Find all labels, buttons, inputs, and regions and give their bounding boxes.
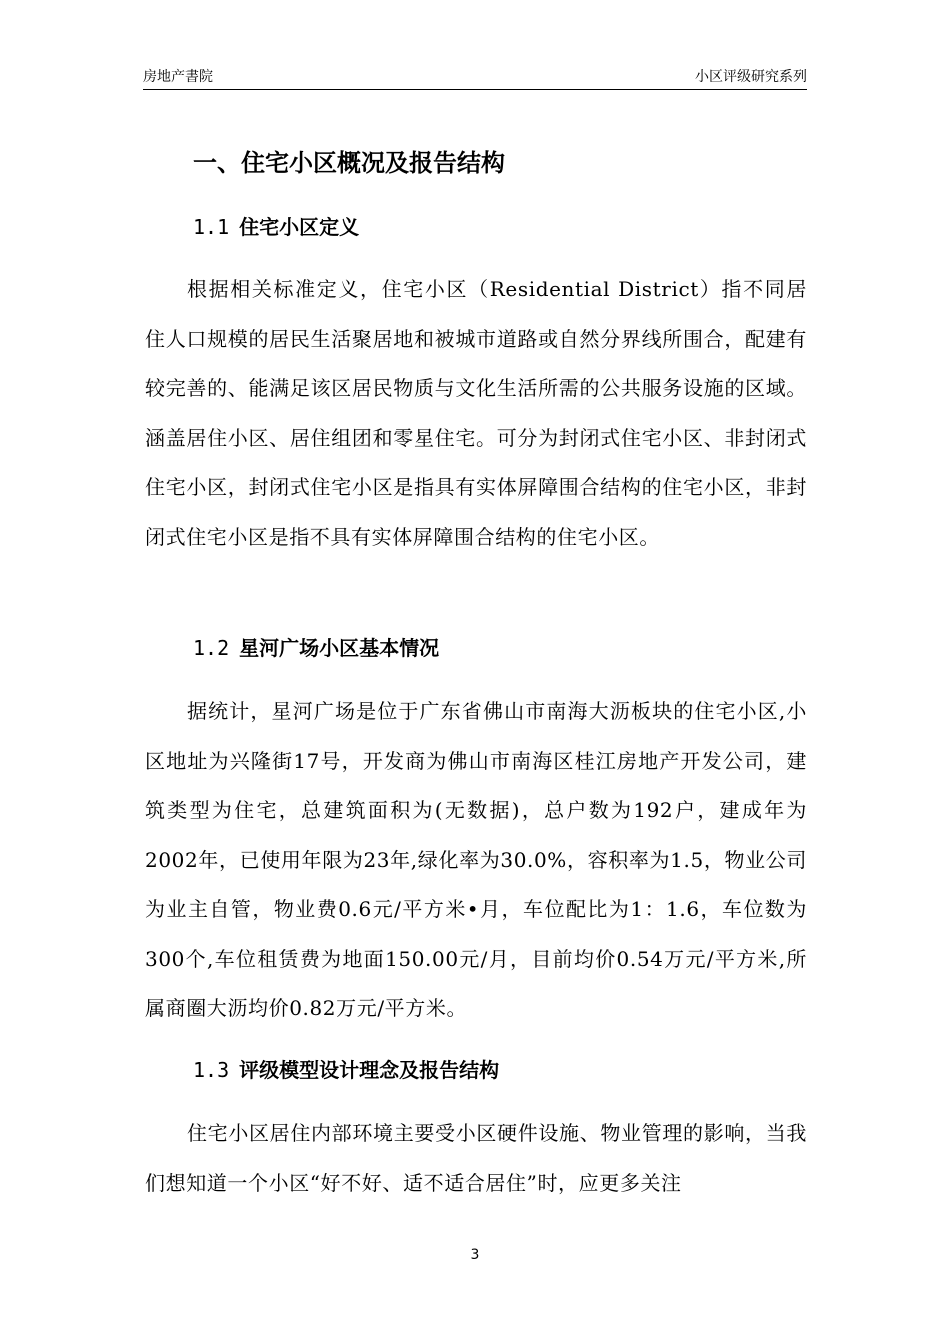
section-paragraph-1-3: 住宅小区居住内部环境主要受小区硬件设施、物业管理的影响，当我们想知道一个小区“好不好、适不适合居住”时，应更多关注 bbox=[145, 1121, 807, 1195]
section-number: 1.2 bbox=[193, 636, 230, 660]
section-title: 评级模型设计理念及报告结构 bbox=[239, 1058, 500, 1082]
section-number: 1.3 bbox=[193, 1058, 230, 1082]
page-number: 3 bbox=[470, 1247, 480, 1263]
section-title: 星河广场小区基本情况 bbox=[239, 636, 440, 660]
section-number: 1.1 bbox=[193, 215, 230, 239]
section-paragraph-1-2: 据统计，星河广场是位于广东省佛山市南海大沥板块的住宅小区,小区地址为兴隆街17号，开发商为佛山市南海区桂江房地产开发公司，建筑类型为住宅，总建筑面积为(无数据)，总户数为192户，建成年为2002年，已使用年限为23年,绿化率为30.0%，容积率为1.5，物业公司为业主自管，物业费0.6元/平方米•月，车位配比为1：1.6，车位数为300个,车位租赁费为地面150.00元/月，目前均价0.54万元/平方米,所属商圈大沥均价0.82万元/平方米。 bbox=[145, 699, 807, 1020]
header-publisher: 房地产書院 bbox=[143, 69, 213, 85]
section-heading-1-2 bbox=[193, 632, 439, 664]
header-series-title: 小区评级研究系列 bbox=[695, 69, 807, 85]
page-header bbox=[143, 66, 807, 88]
section-heading-1-1 bbox=[193, 211, 359, 243]
chapter-title: 一、住宅小区概况及报告结构 bbox=[193, 149, 505, 177]
header-divider bbox=[143, 89, 807, 90]
section-heading-1-3 bbox=[193, 1054, 499, 1086]
section-paragraph-1-1: 根据相关标准定义，住宅小区（Residential District）指不同居住人口规模的居民生活聚居地和被城市道路或自然分界线所围合，配建有较完善的、能满足该区居民物质与文化生活所需的公共服务设施的区域。涵盖居住小区、居住组团和零星住宅。可分为封闭式住宅小区、非封闭式住宅小区，封闭式住宅小区是指具有实体屏障围合结构的住宅小区，非封闭式住宅小区是指不具有实体屏障围合结构的住宅小区。 bbox=[145, 277, 807, 549]
section-title: 住宅小区定义 bbox=[239, 215, 360, 239]
